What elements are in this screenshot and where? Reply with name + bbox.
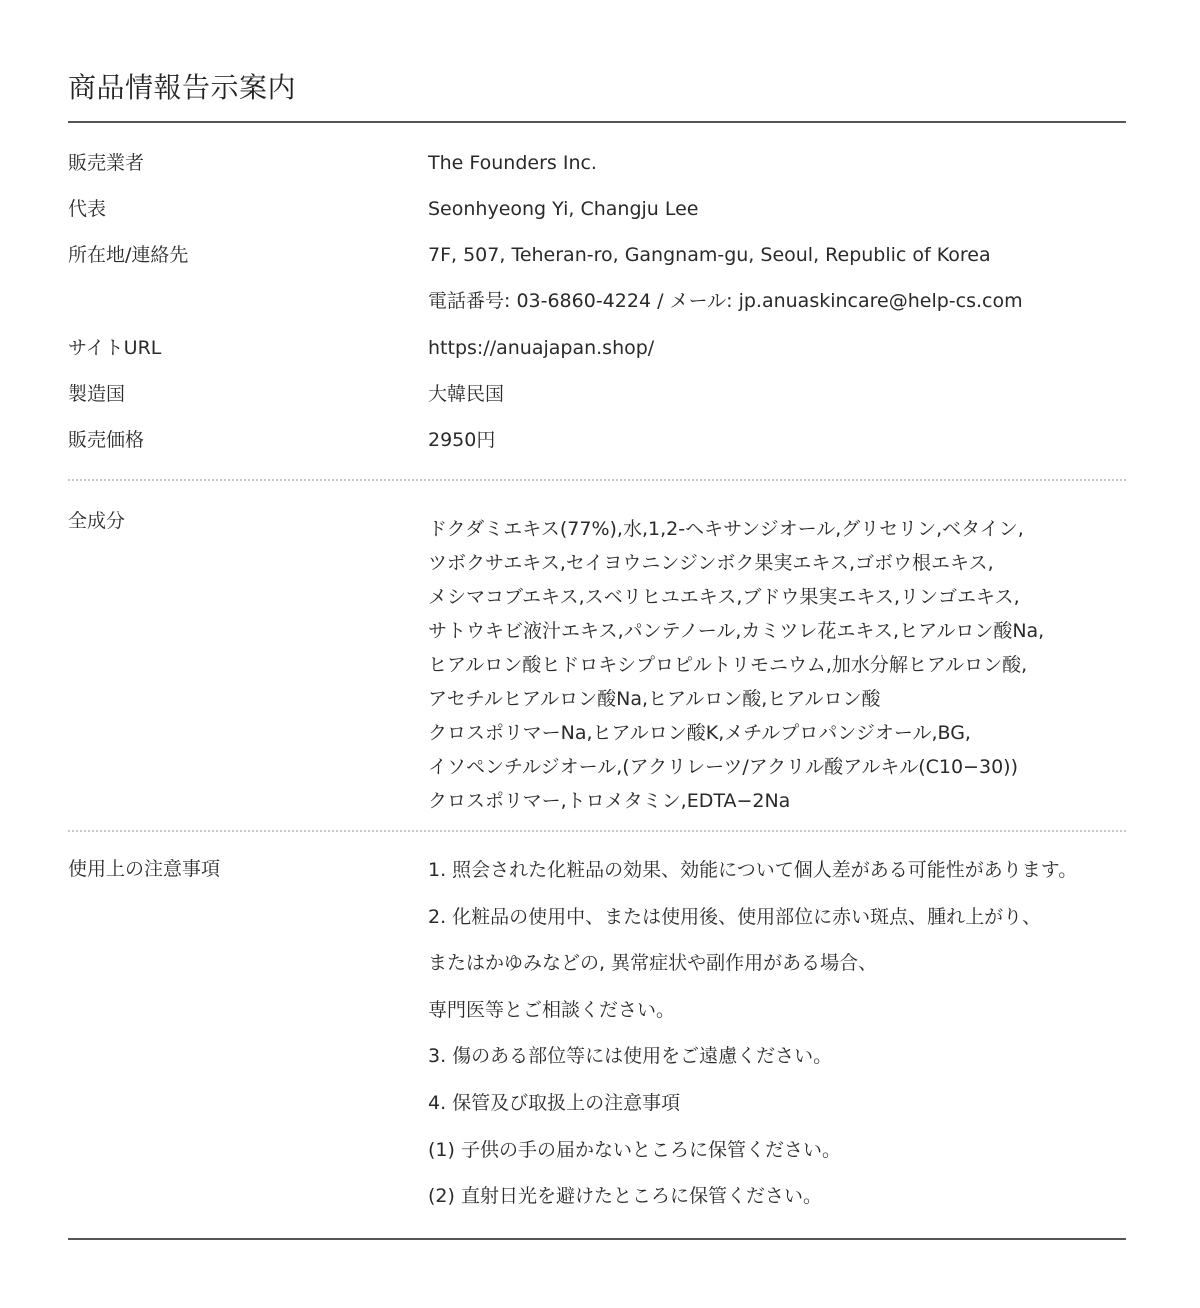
- ingredients-line: アセチルヒアルロン酸Na,ヒアルロン酸,ヒアルロン酸: [428, 688, 881, 710]
- address-label: 所在地/連絡先: [68, 244, 189, 266]
- caution-line: 2. 化粧品の使用中、または使用後、使用部位に赤い斑点、腫れ上がり、: [428, 905, 1042, 928]
- caution-line: (2) 直射日光を避けたところに保管ください。: [428, 1185, 822, 1208]
- section-divider-ingredients: [68, 479, 1126, 481]
- footer-divider: [68, 1238, 1126, 1240]
- caution-line: またはかゆみなどの, 異常症状や副作用がある場合、: [428, 952, 878, 975]
- ingredients-line: メシマコブエキス,スベリヒユエキス,ブドウ果実エキス,リンゴエキス,: [428, 586, 1020, 608]
- ingredients-line: クロスポリマーNa,ヒアルロン酸K,メチルプロパンジオール,BG,: [428, 722, 971, 744]
- page-title: 商品情報告示案内: [68, 71, 297, 104]
- cautions-list: [428, 858, 1168, 1231]
- caution-line: 4. 保管及び取扱上の注意事項: [428, 1091, 681, 1114]
- site-url-label: サイトURL: [68, 337, 162, 359]
- caution-line: 1. 照会された化粧品の効果、効能について個人差がある可能性があります。: [428, 859, 1078, 881]
- representative-value: Seonhyeong Yi, Changju Lee: [428, 198, 699, 220]
- representative-label: 代表: [68, 198, 107, 220]
- ingredients-list: [428, 512, 1148, 818]
- ingredients-line: イソペンチルジオール,(アクリレーツ/アクリル酸アルキル(C10−30)): [428, 756, 1018, 778]
- caution-line: 専門医等とご相談ください。: [428, 998, 676, 1021]
- price-label: 販売価格: [68, 429, 145, 451]
- price-value: 2950円: [428, 429, 496, 451]
- ingredients-line: ツボクサエキス,セイヨウニンジンボク果実エキス,ゴボウ根エキス,: [428, 552, 994, 574]
- ingredients-line: サトウキビ液汁エキス,パンテノール,カミツレ花エキス,ヒアルロン酸Na,: [428, 620, 1045, 642]
- seller-value: The Founders Inc.: [428, 152, 597, 174]
- ingredients-line: クロスポリマー,トロメタミン,EDTA−2Na: [428, 790, 791, 812]
- ingredients-label: 全成分: [68, 510, 126, 532]
- header-divider: [68, 121, 1126, 123]
- ingredients-line: ドクダミエキス(77%),水,1,2-ヘキサンジオール,グリセリン,ベタイン,: [428, 518, 1024, 540]
- caution-line: (1) 子供の手の届かないところに保管ください。: [428, 1138, 841, 1161]
- contact-value: 電話番号: 03-6860-4224 / メール: jp.anuaskincare@help-cs.com: [428, 290, 1023, 312]
- cautions-label: 使用上の注意事項: [68, 858, 221, 880]
- caution-line: 3. 傷のある部位等には使用をご遠慮ください。: [428, 1045, 833, 1068]
- address-value: 7F, 507, Teheran-ro, Gangnam-gu, Seoul, Republic of Korea: [428, 244, 991, 266]
- country-value: 大韓民国: [428, 383, 505, 405]
- section-divider-cautions: [68, 830, 1126, 832]
- country-label: 製造国: [68, 383, 126, 405]
- seller-label: 販売業者: [68, 152, 145, 174]
- site-url-value: https://anuajapan.shop/: [428, 337, 655, 359]
- ingredients-line: ヒアルロン酸ヒドロキシプロピルトリモニウム,加水分解ヒアルロン酸,: [428, 654, 1028, 676]
